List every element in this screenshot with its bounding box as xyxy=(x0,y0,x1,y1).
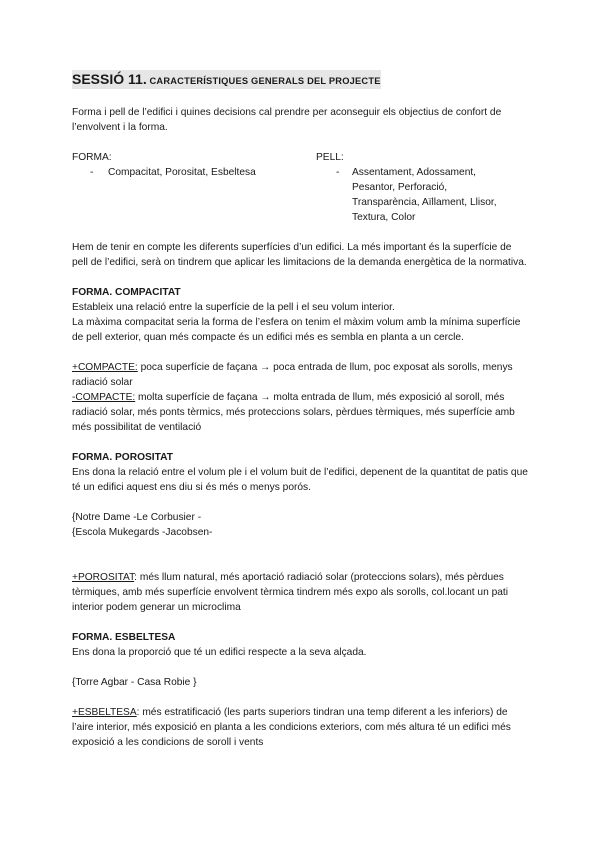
pell-line: Transparència, Aïllament, Llisor, xyxy=(352,197,497,208)
porositat-plus-text: : més llum natural, més aportació radiació solar (proteccions solars), més pèrdues tèrmiques, amb més superfície envolvent tèrmica tindrem més expo als sorolls, col.locant un pati interior podem generar un microclima xyxy=(72,572,508,613)
compacte-minus-text: molta superfície de façana → molta entrada de llum, més exposició al soroll, més radiació solar, més ponts tèrmics, més proteccions solars, pèrdues tèrmiques, més superfície amb més possibilitat de ventilació xyxy=(72,392,515,433)
esbeltesa-definition: Ens dona la proporció que té un edifici respecte a la seva alçada. xyxy=(72,647,367,658)
compacte-plus-text: poca superfície de façana → poca entrada de llum, poc exposat als sorolls, menys radiació solar xyxy=(72,362,513,388)
superficies-paragraph: Hem de tenir en compte les diferents superfícies d’un edifici. La més important és la superfície de pell de l’edifici, serà on tindrem que aplicar les limitacions de la demanda energètica de la normativa. xyxy=(72,242,527,268)
esbeltesa-plus-text: : més estratificació (les parts superiors tindran una temp diferent a les inferiors) de l’aire interior, més exposició en planta a les condicions exteriors, com més altura té un edifici més exposició a les condicions de soroll i vents xyxy=(72,707,511,748)
porositat-example-2: {Escola Mukegards -Jacobsen- xyxy=(72,527,213,538)
pell-column xyxy=(316,150,530,225)
pell-heading: PELL: xyxy=(316,152,344,163)
pell-line: Textura, Color xyxy=(352,212,416,223)
porositat-example-1: {Notre Dame -Le Corbusier - xyxy=(72,512,202,523)
compacitat-heading: FORMA. COMPACITAT xyxy=(72,287,181,298)
porositat-plus-label: +POROSITAT xyxy=(72,572,135,583)
forma-column xyxy=(72,150,316,225)
pell-line: Pesantor, Perforació, xyxy=(352,182,448,193)
porositat-plus-paragraph xyxy=(72,570,530,615)
forma-pell-columns xyxy=(72,150,530,225)
forma-heading: FORMA: xyxy=(72,152,112,163)
compacte-plus-label: +COMPACTE: xyxy=(72,362,138,373)
esbeltesa-example: {Torre Agbar - Casa Robie } xyxy=(72,677,197,688)
session-title-sub: CARACTERÍSTIQUES GENERALS DEL PROJECTE xyxy=(146,76,381,86)
forma-item: Compacitat, Porositat, Esbeltesa xyxy=(108,167,256,178)
esbeltesa-plus-label: +ESBELTESA xyxy=(72,707,137,718)
intro-paragraph: Forma i pell de l’edifici i quines decisions cal prendre per aconseguir els objectius de confort de l’envolvent i la forma. xyxy=(72,107,502,133)
porositat-definition: Ens dona la relació entre el volum ple i el volum buit de l’edifici, depenent de la quantitat de patis que té un edifici aquest ens diu si és més o menys porós. xyxy=(72,467,528,493)
porositat-heading: FORMA. POROSITAT xyxy=(72,452,173,463)
compacitat-definition: Estableix una relació entre la superfície de la pell i el seu volum interior. xyxy=(72,302,395,313)
session-title-main: SESSIÓ 11. xyxy=(72,71,147,87)
document-page xyxy=(72,70,530,750)
compacte-minus-paragraph xyxy=(72,390,530,435)
esbeltesa-plus-paragraph xyxy=(72,705,530,750)
compacitat-explanation: La màxima compacitat seria la forma de l’esfera on tenim el màxim volum amb la mínima superfície de pell exterior, quan més compacte és un edifici més es sembla en planta a un cercle. xyxy=(72,317,521,343)
compacte-plus-paragraph xyxy=(72,360,530,390)
forma-dash: - xyxy=(90,167,94,178)
session-title xyxy=(72,70,381,89)
esbeltesa-heading: FORMA. ESBELTESA xyxy=(72,632,176,643)
pell-dash: - xyxy=(336,167,340,178)
compacte-minus-label: -COMPACTE: xyxy=(72,392,136,403)
pell-line: Assentament, Adossament, xyxy=(352,167,477,178)
